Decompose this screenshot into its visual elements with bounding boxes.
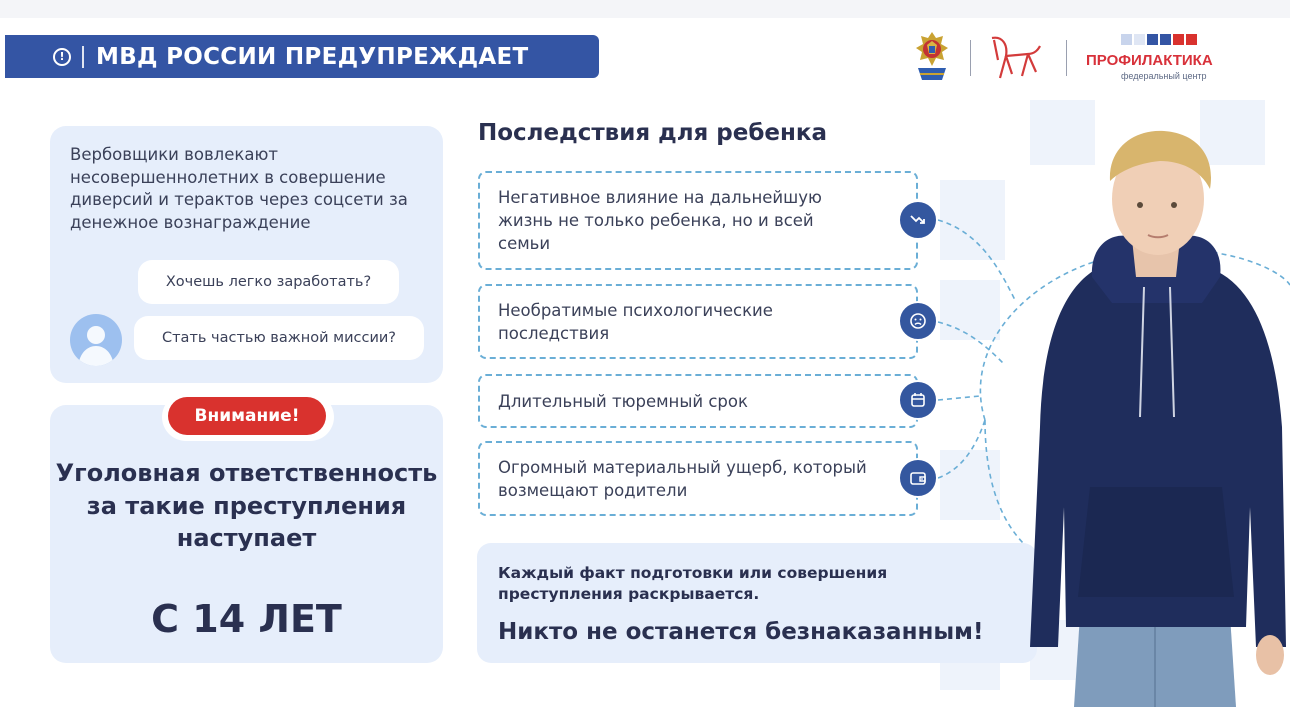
consequence-text: Длительный тюремный срок — [498, 391, 748, 411]
footer-note-line1: Каждый факт подготовки или совершения преступления раскрывается. — [498, 564, 888, 603]
logo-square — [1147, 34, 1158, 45]
recruit-text: Вербовщики вовлекают несовершеннолетних в совершение диверсий и терактов через соцсети за денежное вознаграждение — [70, 145, 408, 232]
chair-logo-icon — [988, 34, 1044, 80]
logo-divider — [970, 40, 971, 76]
bg-square — [940, 280, 1000, 340]
logo-square — [1186, 34, 1197, 45]
logo-square — [1134, 34, 1145, 45]
sad-face-icon — [898, 301, 938, 341]
bg-square — [940, 180, 1005, 260]
user-avatar-icon — [70, 314, 122, 366]
logo-square — [1173, 34, 1184, 45]
logo-divider — [1066, 40, 1067, 76]
consequence-item — [478, 441, 918, 516]
wallet-icon — [898, 458, 938, 498]
bg-square — [940, 450, 1000, 520]
teenager-illustration — [1020, 127, 1290, 707]
chat-bubble: Хочешь легко заработать? — [138, 260, 399, 304]
liability-text: Уголовная ответственность за такие преступления наступает — [55, 459, 438, 552]
alert-icon: ! — [53, 48, 71, 66]
banner-title: МВД РОССИИ ПРЕДУПРЕЖДАЕТ — [96, 43, 529, 70]
chat-bubble: Стать частью важной миссии? — [134, 316, 424, 360]
trend-down-icon — [898, 200, 938, 240]
consequence-item — [478, 284, 918, 359]
consequence-text: Необратимые психологические последствия — [498, 300, 773, 343]
consequences-title: Последствия для ребенка — [478, 120, 828, 146]
top-strip — [0, 0, 1290, 18]
logo-square — [1160, 34, 1171, 45]
banner-divider — [82, 46, 84, 68]
consequence-item — [478, 374, 918, 428]
warning-badge: Внимание! — [168, 397, 326, 435]
consequence-text: Огромный материальный ущерб, который возмещают родители — [498, 457, 867, 500]
mvd-emblem-icon — [912, 30, 952, 86]
consequence-item — [478, 171, 918, 270]
footer-note-line2: Никто не останется безнаказанным! — [498, 619, 984, 645]
recruit-card — [50, 126, 443, 383]
footer-note — [477, 543, 1037, 663]
avatar — [70, 314, 122, 366]
consequence-text: Негативное влияние на дальнейшую жизнь не только ребенка, но и всей семьи — [498, 188, 822, 253]
calendar-icon — [898, 380, 938, 420]
header-banner — [5, 35, 599, 78]
liability-age: С 14 ЛЕТ — [151, 597, 342, 641]
logo-square — [1121, 34, 1132, 45]
partner-subtitle: федеральный центр — [1121, 71, 1207, 81]
partner-name: ПРОФИЛАКТИКА — [1086, 52, 1213, 69]
partner-logos — [908, 30, 1248, 90]
